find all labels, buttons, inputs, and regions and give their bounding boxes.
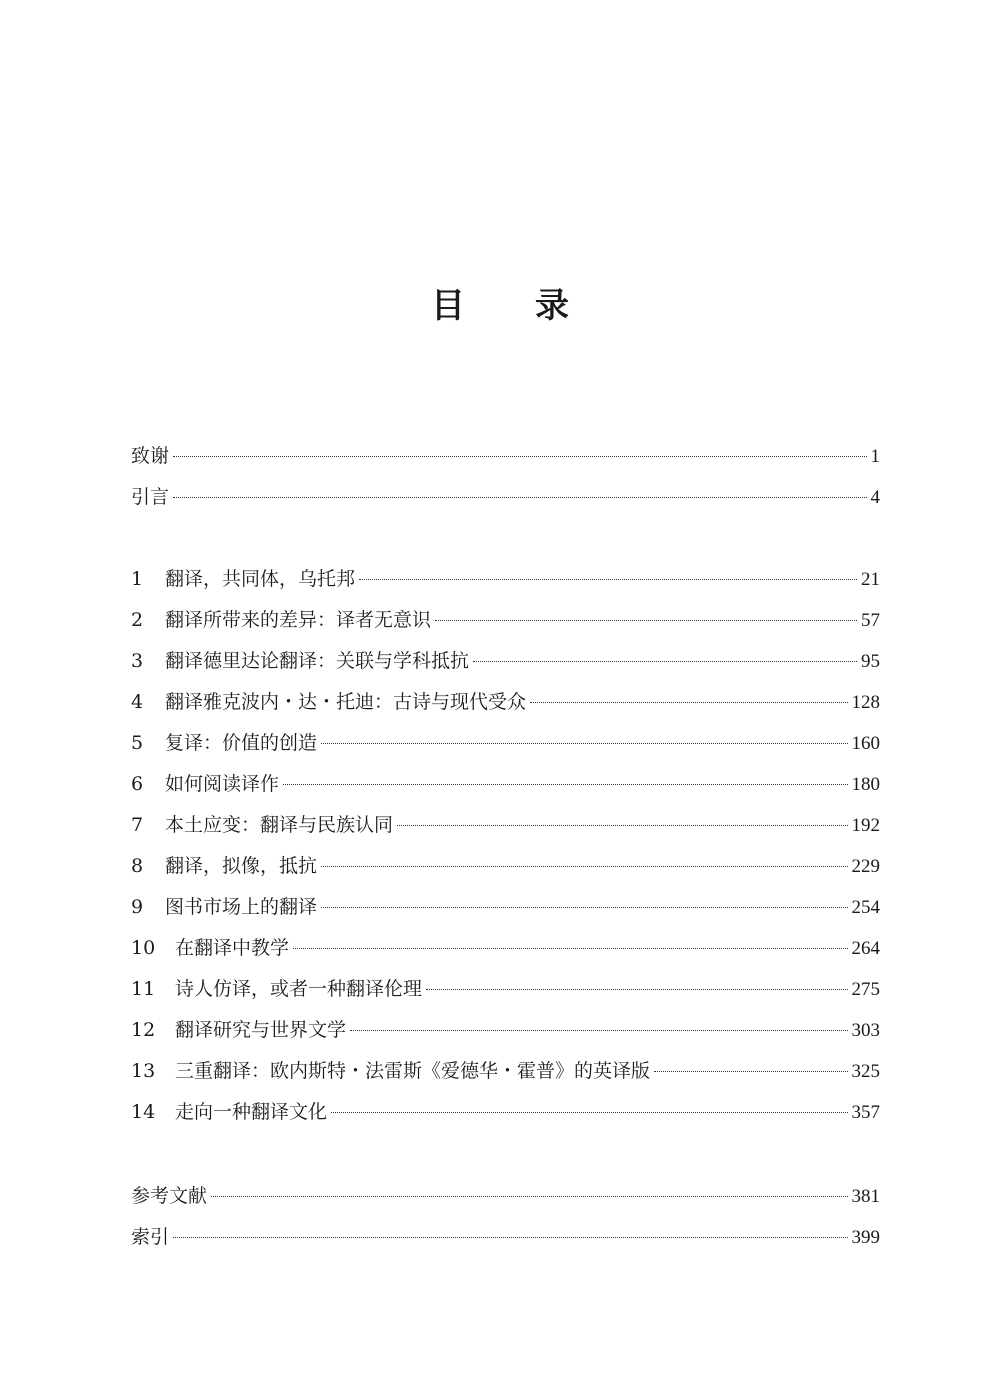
toc-entry-page: 264	[851, 938, 880, 959]
dot-leader	[397, 825, 847, 826]
toc-entry-label: 索引	[131, 1226, 170, 1248]
dot-leader	[331, 1112, 847, 1113]
toc-entry-index[interactable]	[131, 1222, 880, 1252]
toc-entry-chapter-4[interactable]	[131, 687, 880, 717]
chapter-number: 4	[131, 691, 144, 713]
dot-leader	[321, 907, 847, 908]
toc-entry-page: 254	[851, 897, 880, 918]
toc-entry-page: 4	[870, 487, 880, 508]
toc-entry-page: 303	[851, 1020, 880, 1041]
toc-entry-label: 翻译德里达论翻译：关联与学科抵抗	[165, 650, 470, 672]
toc-entry-page: 160	[851, 733, 880, 754]
toc-entry-label: 致谢	[131, 445, 170, 467]
toc-entry-references[interactable]	[131, 1181, 880, 1211]
dot-leader	[530, 702, 847, 703]
chapter-number: 7	[131, 814, 144, 836]
toc-entry-label: 图书市场上的翻译	[165, 896, 318, 918]
toc-entry-label: 翻译，共同体，乌托邦	[165, 568, 356, 590]
toc-entry-chapter-5[interactable]	[131, 728, 880, 758]
page-title-char-2: 录	[535, 286, 569, 326]
toc-entry-chapter-1[interactable]	[131, 564, 880, 594]
toc-entry-chapter-12[interactable]	[131, 1015, 880, 1045]
page-title	[0, 282, 1000, 330]
dot-leader	[435, 620, 857, 621]
toc-entry-label: 参考文献	[131, 1185, 208, 1207]
toc-entry-label: 在翻译中教学	[175, 937, 290, 959]
dot-leader	[359, 579, 857, 580]
chapter-number: 2	[131, 609, 144, 631]
dot-leader	[211, 1196, 847, 1197]
dot-leader	[173, 456, 866, 457]
toc-entry-label: 翻译研究与世界文学	[175, 1019, 347, 1041]
toc-entry-page: 357	[851, 1102, 880, 1123]
toc-entry-page: 275	[851, 979, 880, 1000]
toc-entry-page: 57	[861, 610, 880, 631]
toc-entry-label: 翻译，拟像，抵抗	[165, 855, 318, 877]
toc-entry-page: 21	[861, 569, 880, 590]
chapter-number: 3	[131, 650, 144, 672]
chapter-number: 8	[131, 855, 144, 877]
chapter-number: 9	[131, 896, 144, 918]
toc-entry-page: 399	[851, 1227, 880, 1248]
dot-leader	[350, 1030, 847, 1031]
dot-leader	[173, 497, 866, 498]
toc-entry-page: 325	[851, 1061, 880, 1082]
toc-entry-page: 229	[851, 856, 880, 877]
chapter-number: 1	[131, 568, 144, 590]
toc-entry-chapter-13[interactable]	[131, 1056, 880, 1086]
chapter-number: 14	[131, 1101, 156, 1123]
toc-entry-page: 1	[870, 446, 880, 467]
page-title-char-1: 目	[431, 286, 465, 326]
toc-entry-page: 192	[851, 815, 880, 836]
toc-entry-chapter-14[interactable]	[131, 1097, 880, 1127]
dot-leader	[293, 948, 847, 949]
dot-leader	[283, 784, 847, 785]
toc-entry-chapter-7[interactable]	[131, 810, 880, 840]
toc-entry-page: 95	[861, 651, 880, 672]
toc-entry-chapter-11[interactable]	[131, 974, 880, 1004]
toc-entry-introduction[interactable]	[131, 482, 880, 512]
toc-entry-label: 本土应变：翻译与民族认同	[165, 814, 394, 836]
toc-entry-chapter-3[interactable]	[131, 646, 880, 676]
toc-entry-chapter-2[interactable]	[131, 605, 880, 635]
toc-entry-label: 三重翻译：欧内斯特・法雷斯《爱德华・霍普》的英译版	[175, 1060, 651, 1082]
chapter-number: 12	[131, 1019, 156, 1041]
chapter-number: 10	[131, 937, 156, 959]
dot-leader	[473, 661, 857, 662]
chapter-number: 6	[131, 773, 144, 795]
toc-entry-acknowledgements[interactable]	[131, 441, 880, 471]
toc-entry-chapter-9[interactable]	[131, 892, 880, 922]
toc-entry-page: 180	[851, 774, 880, 795]
toc-entry-page: 128	[851, 692, 880, 713]
dot-leader	[654, 1071, 847, 1072]
dot-leader	[321, 866, 847, 867]
toc-entry-label: 翻译雅克波内・达・托迪：古诗与现代受众	[165, 691, 527, 713]
toc-entry-label: 诗人仿译，或者一种翻译伦理	[175, 978, 423, 1000]
chapter-number: 13	[131, 1060, 156, 1082]
toc-entry-chapter-8[interactable]	[131, 851, 880, 881]
toc-entry-chapter-10[interactable]	[131, 933, 880, 963]
toc-entry-label: 引言	[131, 486, 170, 508]
chapter-number: 11	[131, 978, 156, 1000]
toc-entry-label: 走向一种翻译文化	[175, 1101, 328, 1123]
toc-entry-chapter-6[interactable]	[131, 769, 880, 799]
toc-entry-label: 如何阅读译作	[165, 773, 280, 795]
dot-leader	[426, 989, 847, 990]
toc-entry-label: 复译：价值的创造	[165, 732, 318, 754]
toc-entry-page: 381	[851, 1186, 880, 1207]
dot-leader	[173, 1237, 847, 1238]
dot-leader	[321, 743, 847, 744]
chapter-number: 5	[131, 732, 144, 754]
toc-entry-label: 翻译所带来的差异：译者无意识	[165, 609, 432, 631]
